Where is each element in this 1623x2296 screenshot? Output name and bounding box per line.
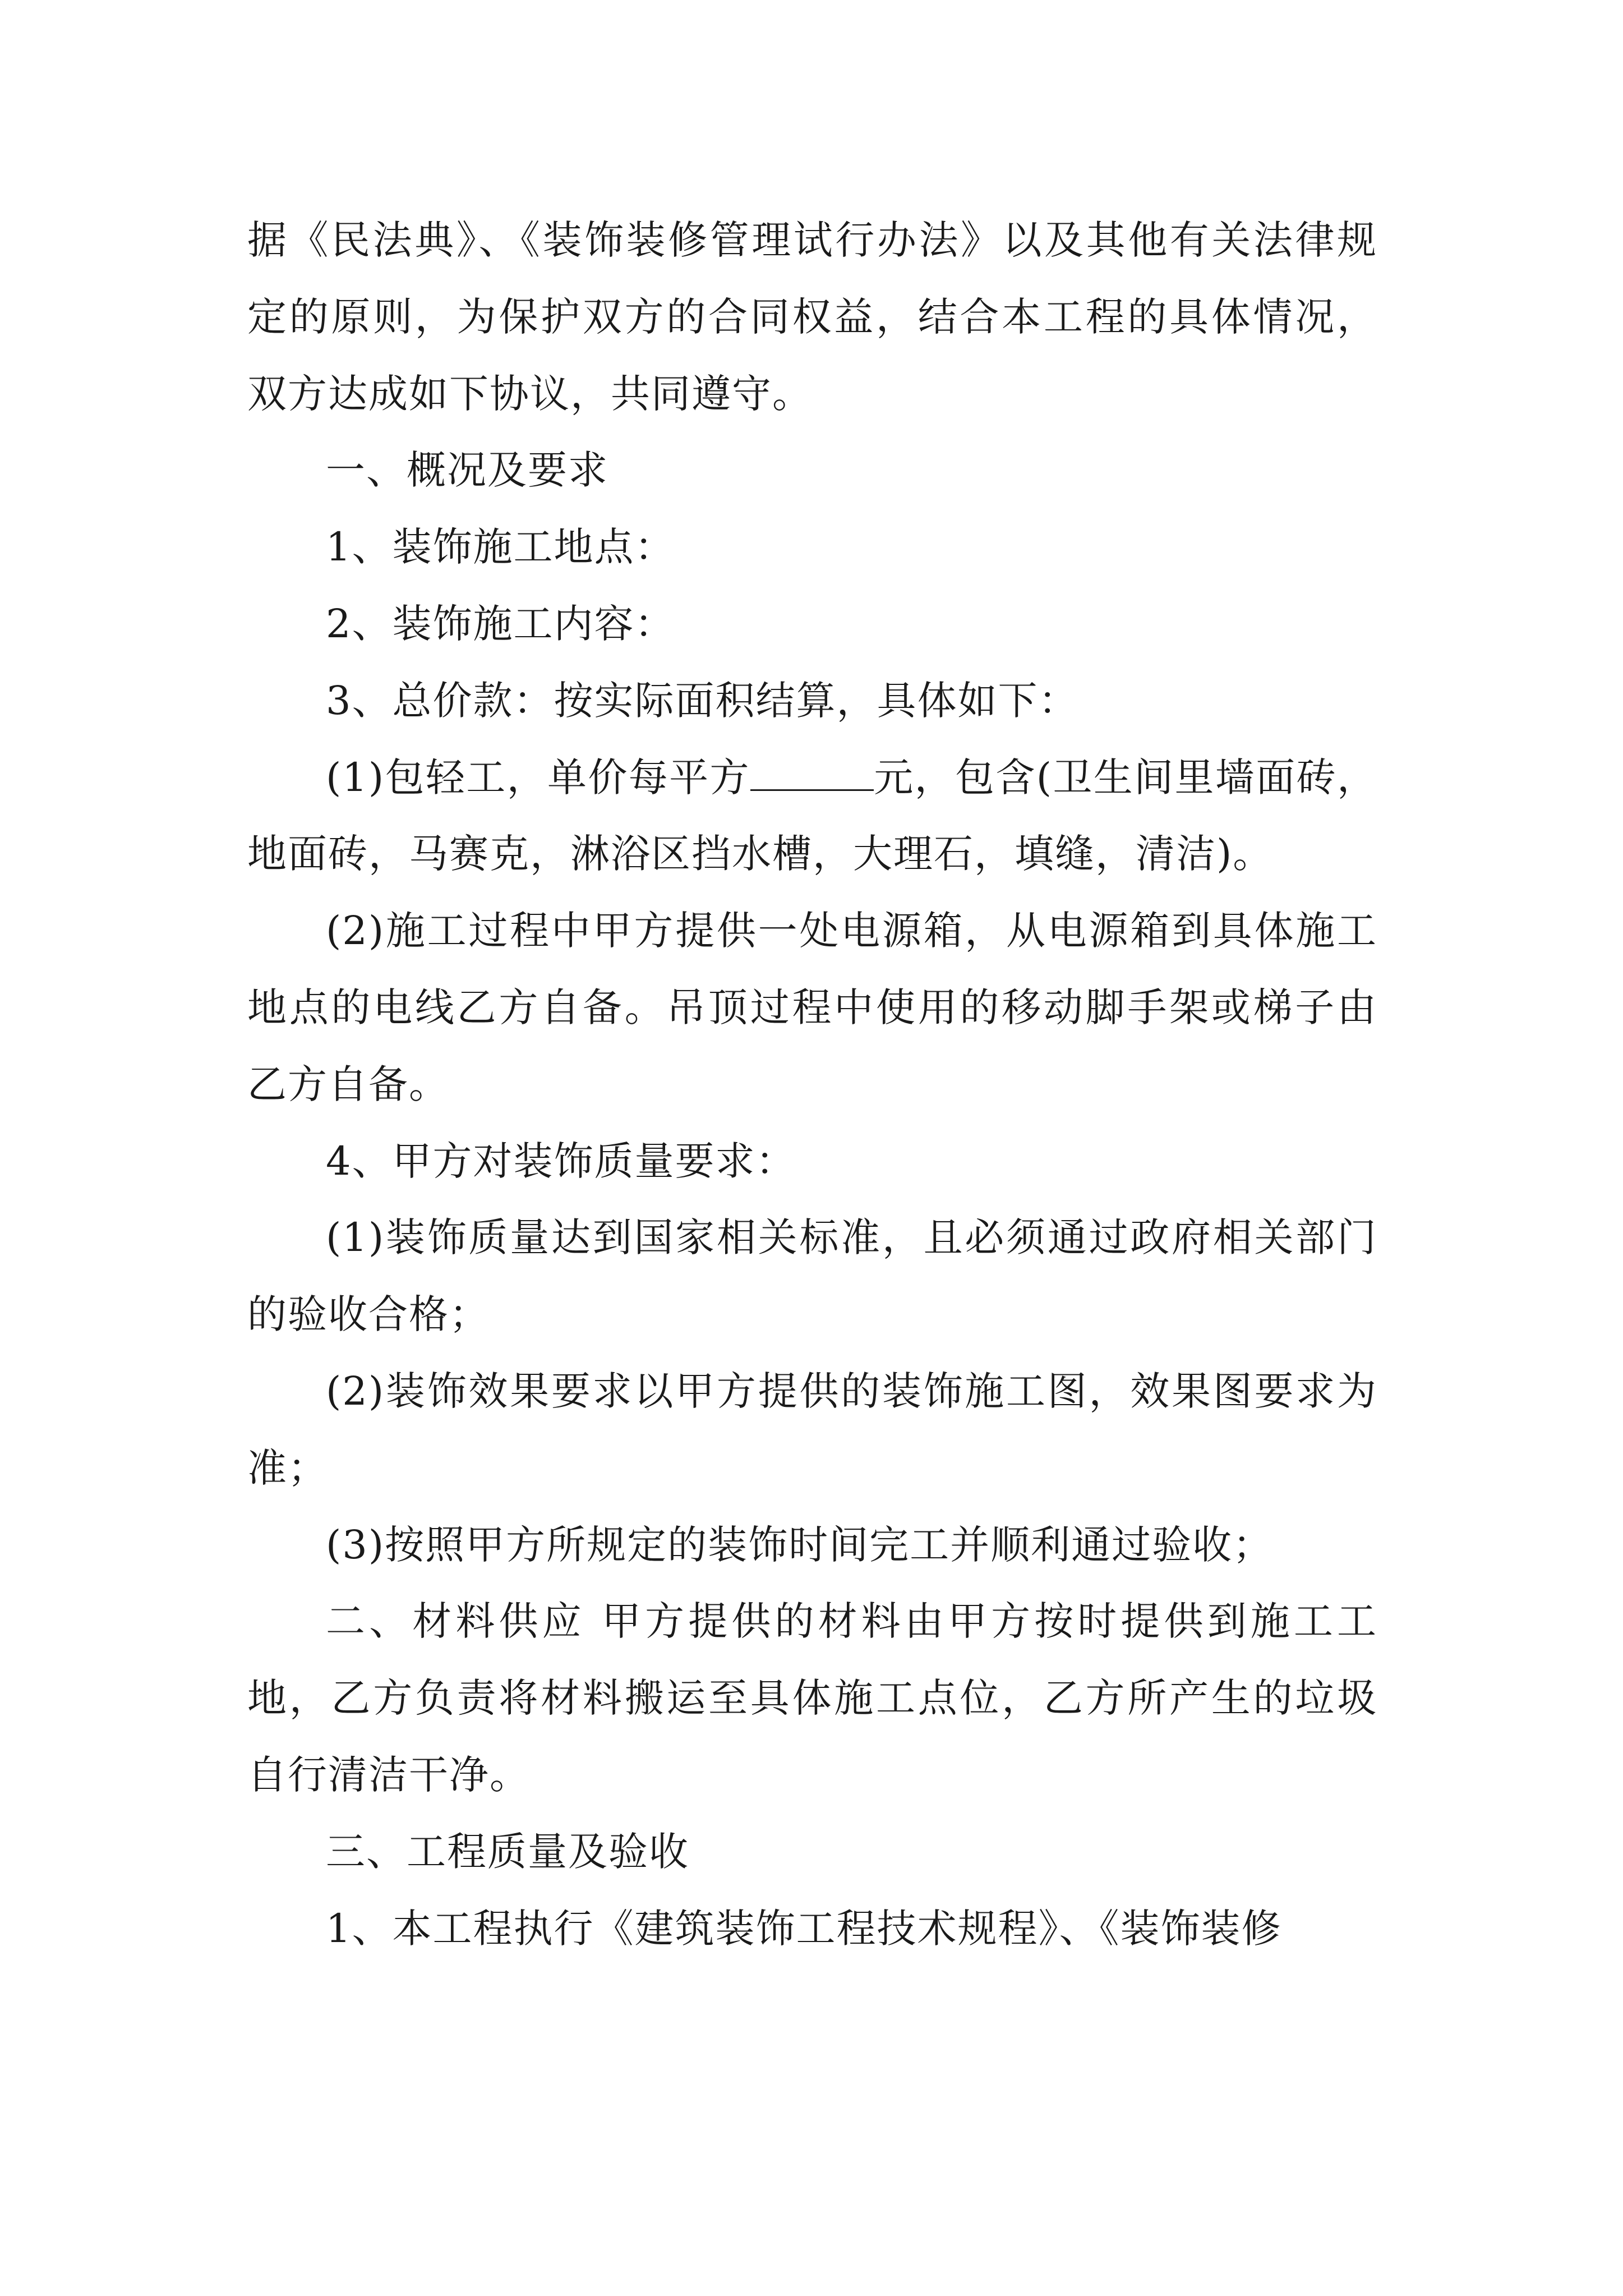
item-4-quality-requirements: 4、甲方对装饰质量要求： [326,1138,796,1184]
item-2-content: 2、装饰施工内容： [326,600,675,647]
section-3-heading: 三、工程质量及验收 [326,1828,689,1875]
item-1-location: 1、装饰施工地点： [326,524,675,570]
section-2-materials: 二、材料供应 甲方提供的材料由甲方按时提供到施工工地，乙方负责将材料搬运至具体施工点位，乙方所产生的垃圾自行清洁干净。 [247,1598,1377,1798]
item-4-2-effect: (2)装饰效果要求以甲方提供的装饰施工图，效果图要求为准； [247,1368,1377,1491]
section-1-heading: 一、概况及要求 [326,447,608,494]
item-3-total-price: 3、总价款：按实际面积结算，具体如下： [326,677,1079,724]
item-3-2-power-supply: (2)施工过程中甲方提供一处电源箱，从电源箱到具体施工地点的电线乙方自备。吊顶过程中使用的移动脚手架或梯子由乙方自备。 [247,908,1377,1107]
document-body [247,202,1377,1967]
intro-paragraph: 据《民法典》、《装饰装修管理试行办法》以及其他有关法律规定的原则，为保护双方的合同权益，结合本工程的具体情况，双方达成如下协议，共同遵守。 [247,217,1377,417]
price-blank-line [750,754,874,791]
item-4-1-standard: (1)装饰质量达到国家相关标准，且必须通过政府相关部门的验收合格； [247,1214,1377,1338]
section-3-item-1: 1、本工程执行《建筑装饰工程技术规程》、《装饰装修 [326,1905,1282,1952]
item-4-3-schedule: (3)按照甲方所规定的装饰时间完工并顺利通过验收； [326,1521,1274,1568]
item-3-1-labor-price [247,739,1377,893]
item-3-1-text-before: (1)包轻工，单价每平方 [326,754,750,800]
item-3-1-text-after: 元，包含(卫生间里墙面砖，地面砖，马赛克，淋浴区挡水槽，大理石，填缝，清洁)。 [247,754,1378,877]
